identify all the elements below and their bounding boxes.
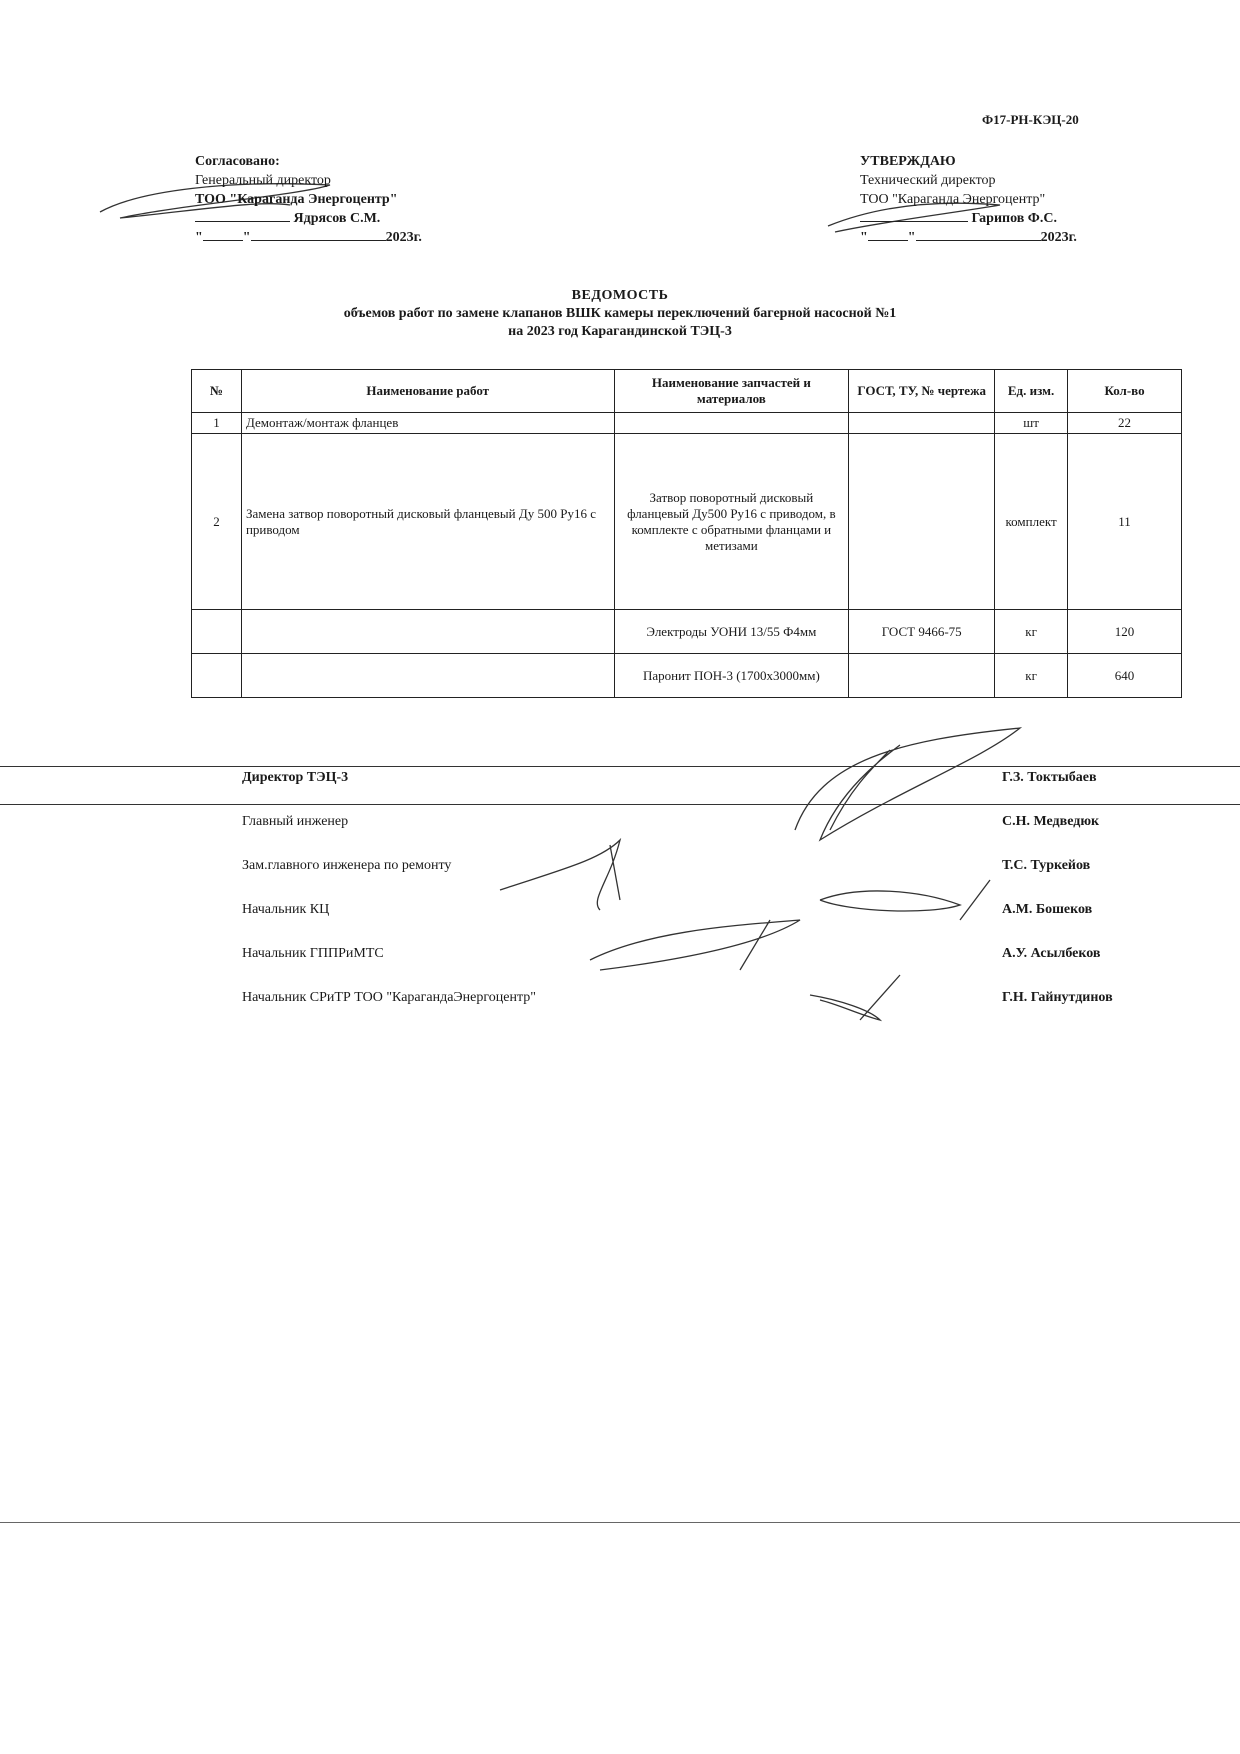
cell-gost [849,654,995,698]
signer-position: Главный инженер [242,814,349,829]
cell-qty: 640 [1068,654,1182,698]
agreed-date-year: 2023г. [385,230,422,245]
cell-num: 2 [192,434,242,610]
signer-name: Г.З. Токтыбаев [1002,770,1097,785]
approve-name: Гарипов Ф.С. [971,211,1057,226]
cell-work: Замена затвор поворотный дисковый фланцевый Ду 500 Ру16 с приводом [241,434,614,610]
agreed-org: ТОО "Караганда Энергоцентр" [195,192,398,207]
table-row [192,413,1182,434]
agreed-name: Ядрясов С.М. [293,211,381,226]
scan-divider [0,766,1240,767]
cell-qty: 11 [1068,434,1182,610]
cell-unit: шт [995,413,1068,434]
table-header-row [192,370,1182,413]
signer-name: А.У. Асылбеков [1002,946,1101,961]
works-table [191,369,1182,698]
signer-row [242,814,1142,834]
agreed-date-quote-open: " [195,230,203,245]
cell-work: Демонтаж/монтаж фланцев [241,413,614,434]
cell-qty: 120 [1068,610,1182,654]
cell-material: Затвор поворотный дисковый фланцевый Ду500 Ру16 с приводом, в комплекте с обратными фланцами и метизами [614,434,849,610]
table-row [192,434,1182,610]
agreed-signature-line [195,209,515,228]
cell-work [241,654,614,698]
header-work: Наименование работ [241,370,614,413]
signer-row [242,858,1142,878]
table-row [192,610,1182,654]
approve-position: Технический директор [860,173,996,188]
signer-row [242,990,1142,1010]
cell-material: Паронит ПОН-3 (1700х3000мм) [614,654,849,698]
agreed-position: Генеральный директор [195,173,331,188]
title-line-2: объемов работ по замене клапанов ВШК камеры переключений багерной насосной №1 [343,306,897,321]
cell-gost [849,413,995,434]
signer-name: А.М. Бошеков [1002,902,1093,917]
cell-num: 1 [192,413,242,434]
agreed-heading: Согласовано: [195,154,280,169]
header-qty: Кол-во [1068,370,1182,413]
header-num: № [192,370,242,413]
document-code: Ф17-РН-КЭЦ-20 [982,112,1079,127]
cell-unit: комплект [995,434,1068,610]
approve-date-quote-close: " [907,230,916,245]
cell-num [192,610,242,654]
title-line-3: на 2023 год Карагандинской ТЭЦ-3 [508,324,732,339]
cell-gost [849,434,995,610]
cell-gost: ГОСТ 9466-75 [849,610,995,654]
agreed-block [195,152,515,247]
signer-position: Начальник СРиТР ТОО "КарагандаЭнергоцентр" [242,990,536,1005]
header-gost: ГОСТ, ТУ, № чертежа [849,370,995,413]
header-material: Наименование запчастей и материалов [614,370,849,413]
signer-position: Директор ТЭЦ-3 [242,770,349,785]
scan-divider [0,1522,1240,1523]
approve-block [860,152,1160,247]
scan-divider [0,804,1240,805]
approve-signature-line [860,209,1160,228]
cell-material [614,413,849,434]
approve-date-year: 2023г. [1040,230,1077,245]
cell-qty: 22 [1068,413,1182,434]
cell-unit: кг [995,654,1068,698]
approve-date [860,228,1160,247]
signer-position: Начальник ГППРиМТС [242,946,384,961]
signer-row [242,770,1142,790]
cell-num [192,654,242,698]
signer-position: Начальник КЦ [242,902,330,917]
signer-name: Т.С. Туркейов [1002,858,1091,873]
cell-unit: кг [995,610,1068,654]
approve-date-quote-open: " [860,230,868,245]
agreed-date [195,228,515,247]
header-unit: Ед. изм. [995,370,1068,413]
signer-row [242,902,1142,922]
table-row [192,654,1182,698]
title-line-1: ВЕДОМОСТЬ [571,288,669,303]
signer-row [242,946,1142,966]
document-title [0,287,1240,341]
signer-name: Г.Н. Гайнутдинов [1002,990,1113,1005]
signer-position: Зам.главного инженера по ремонту [242,858,452,873]
agreed-date-quote-close: " [242,230,251,245]
signer-name: С.Н. Медведюк [1002,814,1100,829]
cell-work [241,610,614,654]
approve-org: ТОО "Караганда Энергоцентр" [860,192,1046,207]
approve-heading: УТВЕРЖДАЮ [860,154,956,169]
cell-material: Электроды УОНИ 13/55 Ф4мм [614,610,849,654]
